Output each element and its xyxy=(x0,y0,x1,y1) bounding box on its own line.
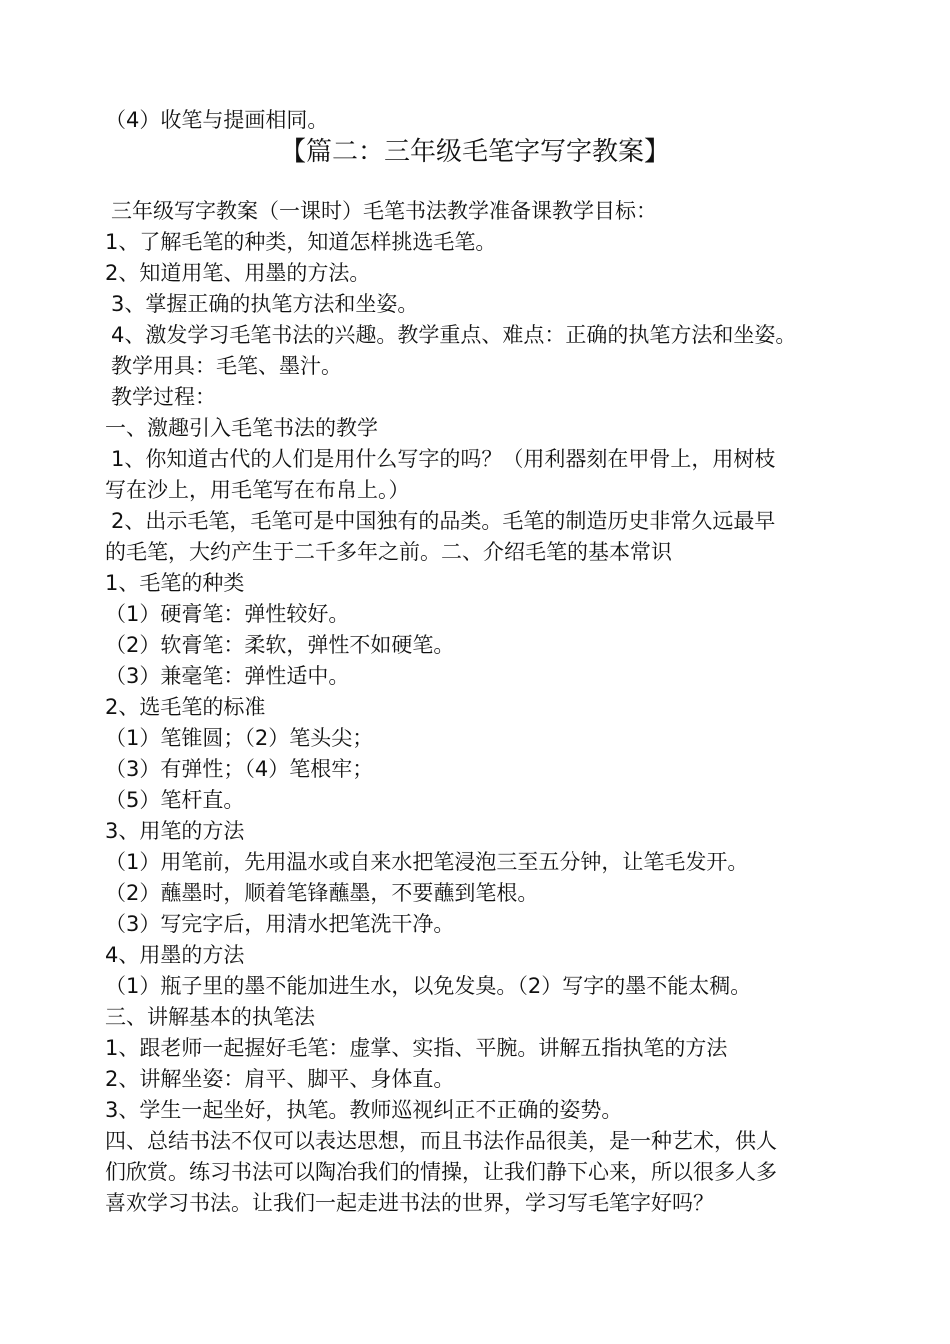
text-line: 的毛笔，大约产生于二千多年之前。二、介绍毛笔的基本常识 xyxy=(105,540,672,564)
text-line: 1、了解毛笔的种类，知道怎样挑选毛笔。 xyxy=(105,230,497,254)
text-line: 一、激趣引入毛笔书法的教学 xyxy=(105,416,378,440)
text-line: 2、选毛笔的标准 xyxy=(105,695,266,719)
text-line: 2、讲解坐姿：肩平、脚平、身体直。 xyxy=(105,1067,455,1091)
text-line: （2）蘸墨时，顺着笔锋蘸墨，不要蘸到笔根。 xyxy=(105,881,539,905)
text-line: （1）瓶子里的墨不能加进生水，以免发臭。（2）写字的墨不能太稠。 xyxy=(105,974,752,998)
text-line: （3）写完字后，用清水把笔洗干净。 xyxy=(105,912,455,936)
text-line: （4）收笔与提画相同。 xyxy=(105,108,329,132)
text-line: 写在沙上，用毛笔写在布帛上。） xyxy=(105,478,410,502)
text-line: 四、总结书法不仅可以表达思想，而且书法作品很美，是一种艺术，供人 xyxy=(105,1129,777,1153)
text-line: 们欣赏。练习书法可以陶冶我们的情操，让我们静下心来，所以很多人多 xyxy=(105,1160,777,1184)
text-line: 4、激发学习毛笔书法的兴趣。教学重点、难点：正确的执笔方法和坐姿。 xyxy=(111,323,797,347)
text-line: 3、掌握正确的执笔方法和坐姿。 xyxy=(111,292,419,316)
text-line: 4、用墨的方法 xyxy=(105,943,245,967)
text-line: 1、你知道古代的人们是用什么写字的吗？（用利器刻在甲骨上，用树枝 xyxy=(111,447,776,471)
text-line: （2）软膏笔：柔软，弹性不如硬笔。 xyxy=(105,633,455,657)
text-line: 2、知道用笔、用墨的方法。 xyxy=(105,261,371,285)
text-line: 3、用笔的方法 xyxy=(105,819,245,843)
text-line: 三年级写字教案（一课时）毛笔书法教学准备课教学目标： xyxy=(111,199,657,223)
text-line: （1）硬膏笔：弹性较好。 xyxy=(105,602,350,626)
section-title: 【篇二：三年级毛笔字写字教案】 xyxy=(279,137,670,167)
text-line: 喜欢学习书法。让我们一起走进书法的世界，学习写毛笔字好吗？ xyxy=(105,1191,714,1215)
text-line: （5）笔杆直。 xyxy=(105,788,245,812)
text-line: 2、出示毛笔，毛笔可是中国独有的品类。毛笔的制造历史非常久远最早 xyxy=(111,509,776,533)
text-line: 教学用具：毛笔、墨汁。 xyxy=(111,354,342,378)
text-line: 三、讲解基本的执笔法 xyxy=(105,1005,315,1029)
text-line: （3）兼毫笔：弹性适中。 xyxy=(105,664,350,688)
text-line: 教学过程： xyxy=(111,385,216,409)
text-line: 1、毛笔的种类 xyxy=(105,571,245,595)
text-line: （1）笔锥圆；（2）笔头尖； xyxy=(105,726,374,750)
text-line: 3、学生一起坐好，执笔。教师巡视纠正不正确的姿势。 xyxy=(105,1098,623,1122)
text-line: （1）用笔前，先用温水或自来水把笔浸泡三至五分钟，让笔毛发开。 xyxy=(105,850,749,874)
text-line: （3）有弹性；（4）笔根牢； xyxy=(105,757,374,781)
text-line: 1、跟老师一起握好毛笔：虚掌、实指、平腕。讲解五指执笔的方法 xyxy=(105,1036,728,1060)
